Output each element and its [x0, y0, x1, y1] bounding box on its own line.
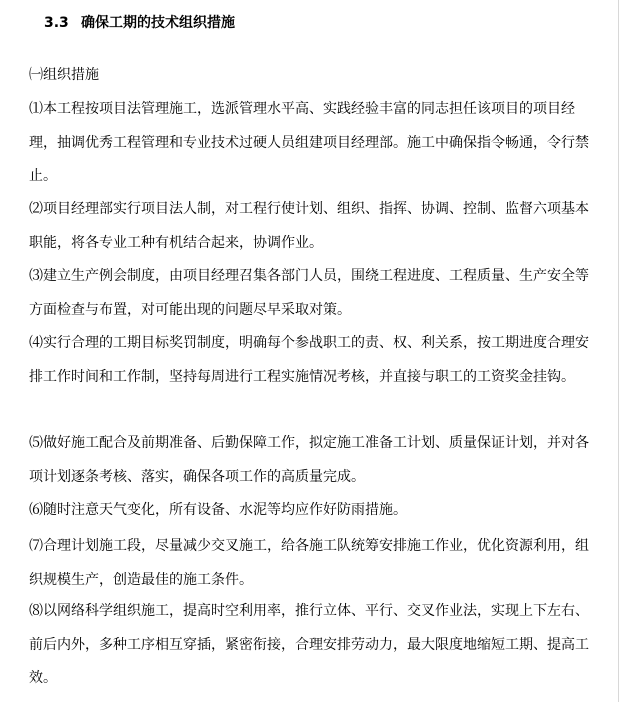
- paragraph-8: ⑻以网络科学组织施工，提高时空利用率，推行立体、平行、交叉作业法，实现上下左右、前后内外，多种工序相互穿插，紧密衔接，合理安排劳动力，最大限度地缩短工期、提高工效。: [29, 603, 589, 686]
- section-number: 3.3: [44, 15, 69, 31]
- subsection-heading: ㈠组织措施: [29, 67, 99, 83]
- paragraph-1: ⑴本工程按项目法管理施工，选派管理水平高、实践经验丰富的同志担任该项目的项目经理，抽调优秀工程管理和专业技术过硬人员组建项目经理部。施工中确保指令畅通，令行禁止。: [29, 101, 589, 184]
- section-heading: [44, 13, 235, 33]
- paragraph-7: ⑺合理计划施工段，尽量减少交叉施工，给各施工队统筹安排施工作业，优化资源利用，组织规模生产，创造最佳的施工条件。: [29, 538, 589, 588]
- paragraph-4: ⑷实行合理的工期目标奖罚制度，明确每个参战职工的责、权、利关系，按工期进度合理安排工作时间和工作制，坚持每周进行工程实施情况考核，并直接与职工的工资奖金挂钩。: [29, 335, 589, 385]
- paragraph-6: ⑹随时注意天气变化，所有设备、水泥等均应作好防雨措施。: [29, 502, 407, 518]
- paragraph-3: ⑶建立生产例会制度，由项目经理召集各部门人员，围绕工程进度、工程质量、生产安全等方面检查与布置，对可能出现的问题尽早采取对策。: [29, 268, 589, 318]
- paragraph-2: ⑵项目经理部实行项目法人制，对工程行使计划、组织、指挥、协调、控制、监督六项基本职能，将各专业工种有机结合起来，协调作业。: [29, 201, 589, 251]
- section-title: 确保工期的技术组织措施: [81, 15, 235, 31]
- paragraph-5: ⑸做好施工配合及前期准备、后勤保障工作，拟定施工准备工计划、质量保证计划，并对各项计划逐条考核、落实，确保各项工作的高质量完成。: [29, 435, 589, 485]
